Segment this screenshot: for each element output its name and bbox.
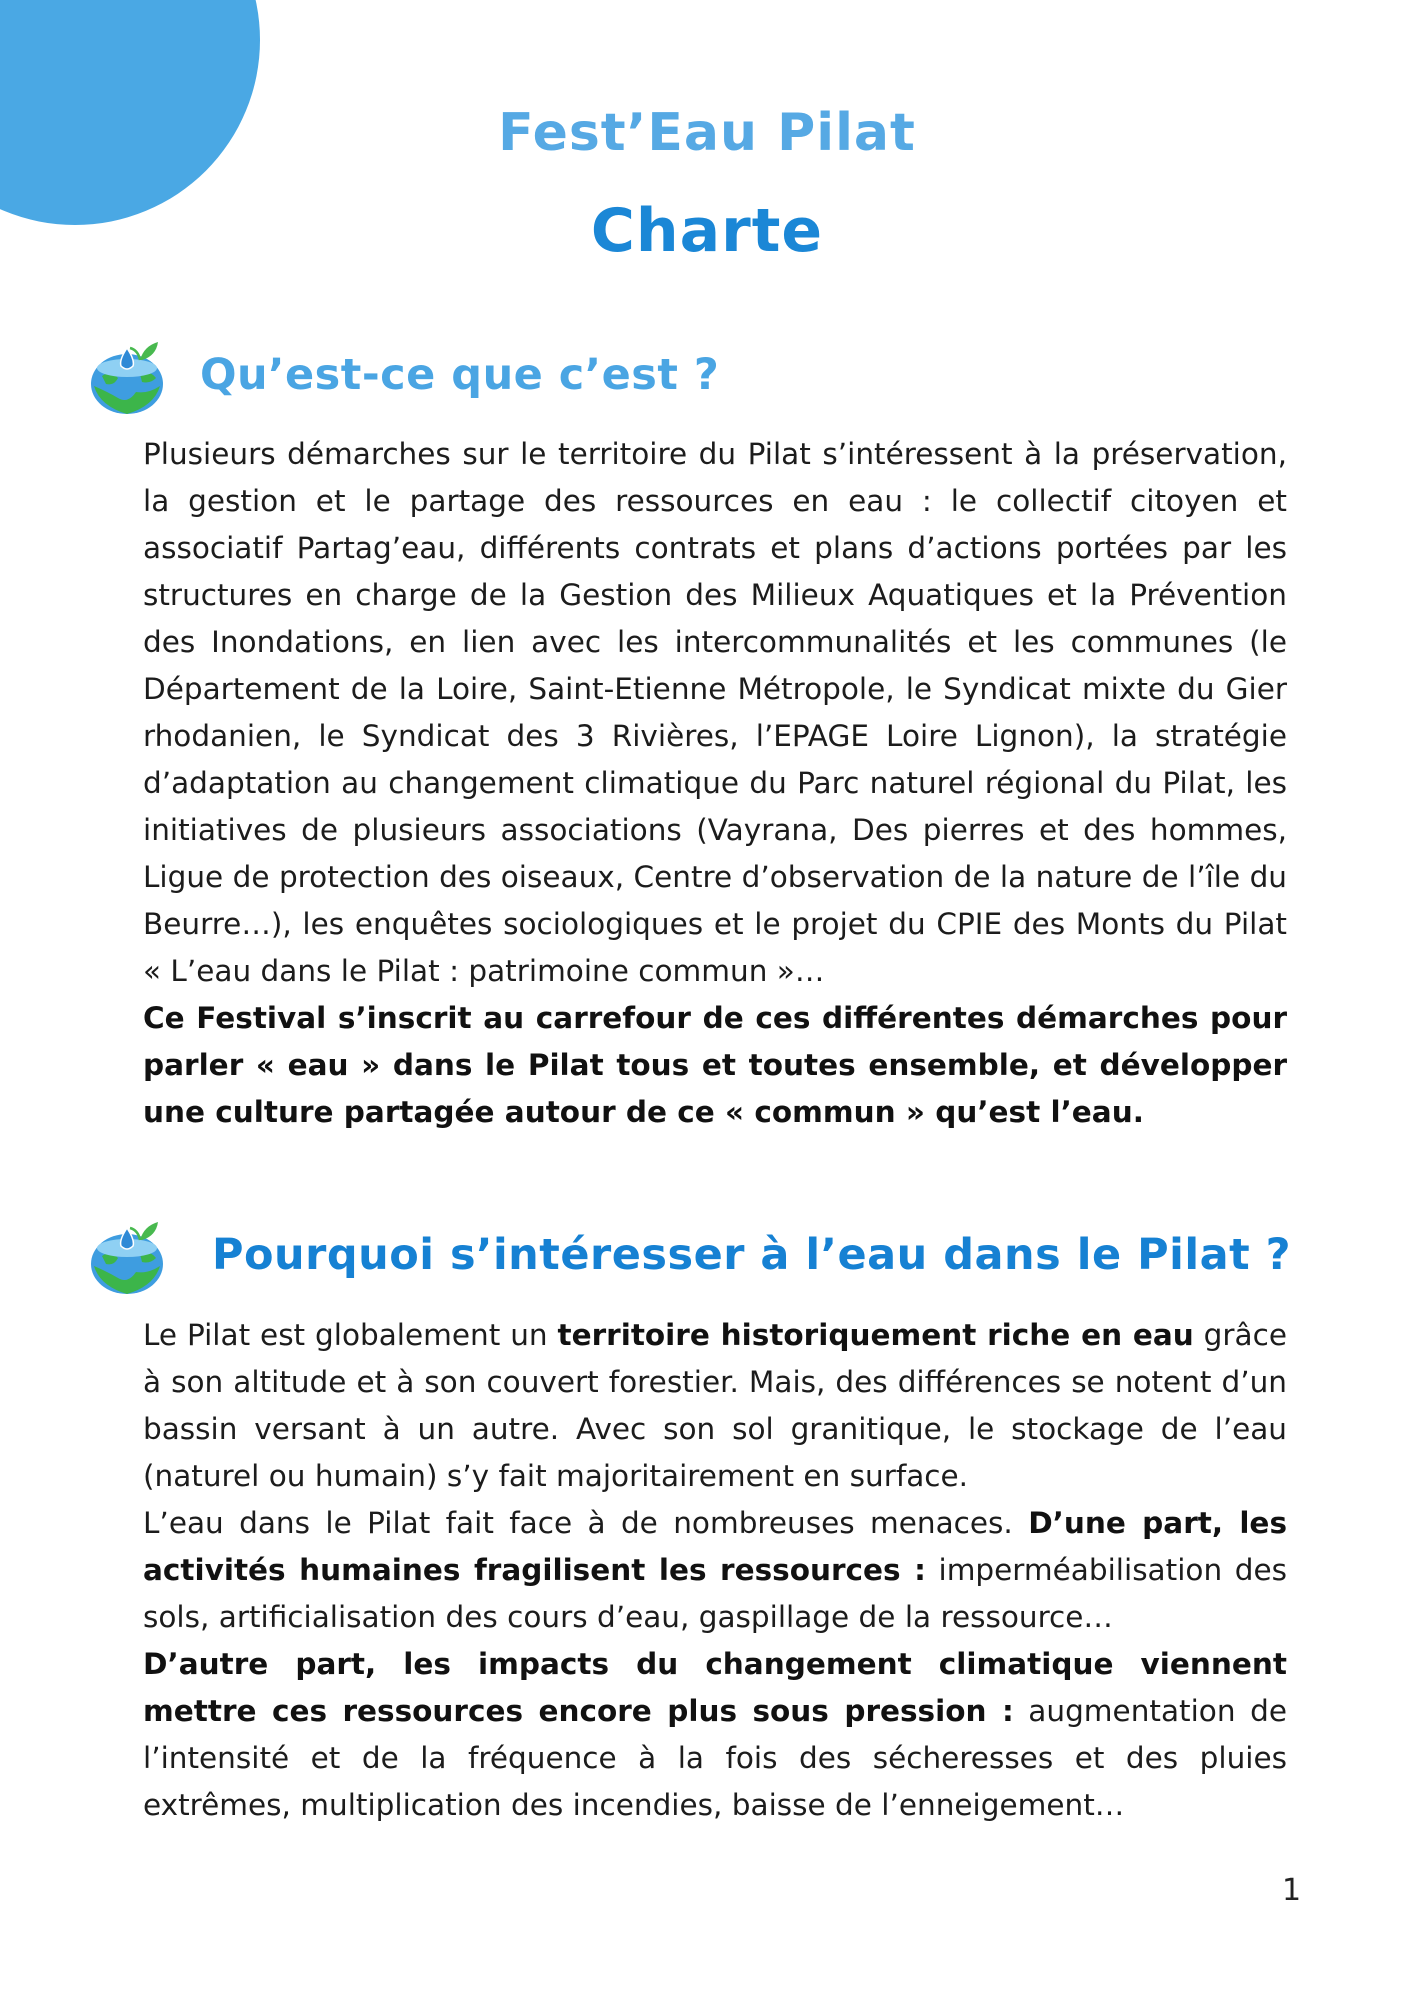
document-subtitle: Charte [590, 196, 824, 266]
paragraph [143, 1641, 1287, 1829]
text: imperméabilisation des sols, artificialisation des cours d’eau, gaspillage de la ressource… [143, 1553, 1287, 1634]
section-heading-what [88, 330, 719, 420]
bold-text: D’autre part, les impacts du changement climatique viennent mettre ces ressources encore plus sous pression : [143, 1647, 1287, 1728]
paragraph-bold [143, 995, 1287, 1136]
text: grâce à son altitude et à son couvert forestier. Mais, des différences se notent d’un bassin versant à un autre. Avec son sol granitique, le stockage de l’eau (naturel ou humain) s’y fait majoritairement en surface. [143, 1318, 1287, 1493]
document-title: Fest’Eau Pilat [498, 103, 916, 163]
globe-water-sprout-icon [88, 334, 170, 416]
text: L’eau dans le Pilat fait face à de nombreuses menaces. [143, 1506, 1029, 1540]
section-body-what [143, 431, 1287, 1136]
section-heading-why [88, 1210, 1291, 1300]
section-heading-text: Qu’est-ce que c’est ? [200, 350, 720, 400]
globe-water-sprout-icon [88, 1214, 170, 1296]
bold-text: D’une part, les activités humaines fragilisent les ressources : [143, 1506, 1288, 1587]
bold-text: territoire historiquement riche en eau [557, 1318, 1194, 1352]
paragraph [143, 1312, 1287, 1500]
page-number: 1 [1282, 1873, 1302, 1908]
bold-text: Ce Festival s’inscrit au carrefour de ces différentes démarches pour parler « eau » dans le Pilat tous et toutes ensemble, et développer une culture partagée autour de ce « commun » qu’est l’eau. [143, 1001, 1287, 1129]
section-heading-text: Pourquoi s’intéresser à l’eau dans le Pilat ? [212, 1230, 1292, 1280]
text: augmentation de l’intensité et de la fréquence à la fois des sécheresses et des pluies extrêmes, multiplication des incendies, baisse de l’enneigement… [143, 1694, 1287, 1822]
paragraph: Plusieurs démarches sur le territoire du Pilat s’intéressent à la préservation, la gestion et le partage des ressources en eau : le collectif citoyen et associatif Partag’eau, différents contrats et plans d’actions portées par les structures en charge de la Gestion des Milieux Aquatiques et la Prévention des Inondations, en lien avec les intercommunalités et les communes (le Département de la Loire, Saint-Etienne Métropole, le Syndicat mixte du Gier rhodanien, le Syndicat des 3 Rivières, l’EPAGE Loire Lignon), la stratégie d’adaptation au changement climatique du Parc naturel régional du Pilat, les initiatives de plusieurs associations (Vayrana, Des pierres et des hommes, Ligue de protection des oiseaux, Centre d’observation de la nature de l’île du Beurre…), les enquêtes sociologiques et le projet du CPIE des Monts du Pilat « L’eau dans le Pilat : patrimoine commun »… [143, 437, 1287, 988]
section-body-why [143, 1312, 1287, 1829]
paragraph [143, 1500, 1287, 1641]
text: Le Pilat est globalement un [143, 1318, 558, 1352]
